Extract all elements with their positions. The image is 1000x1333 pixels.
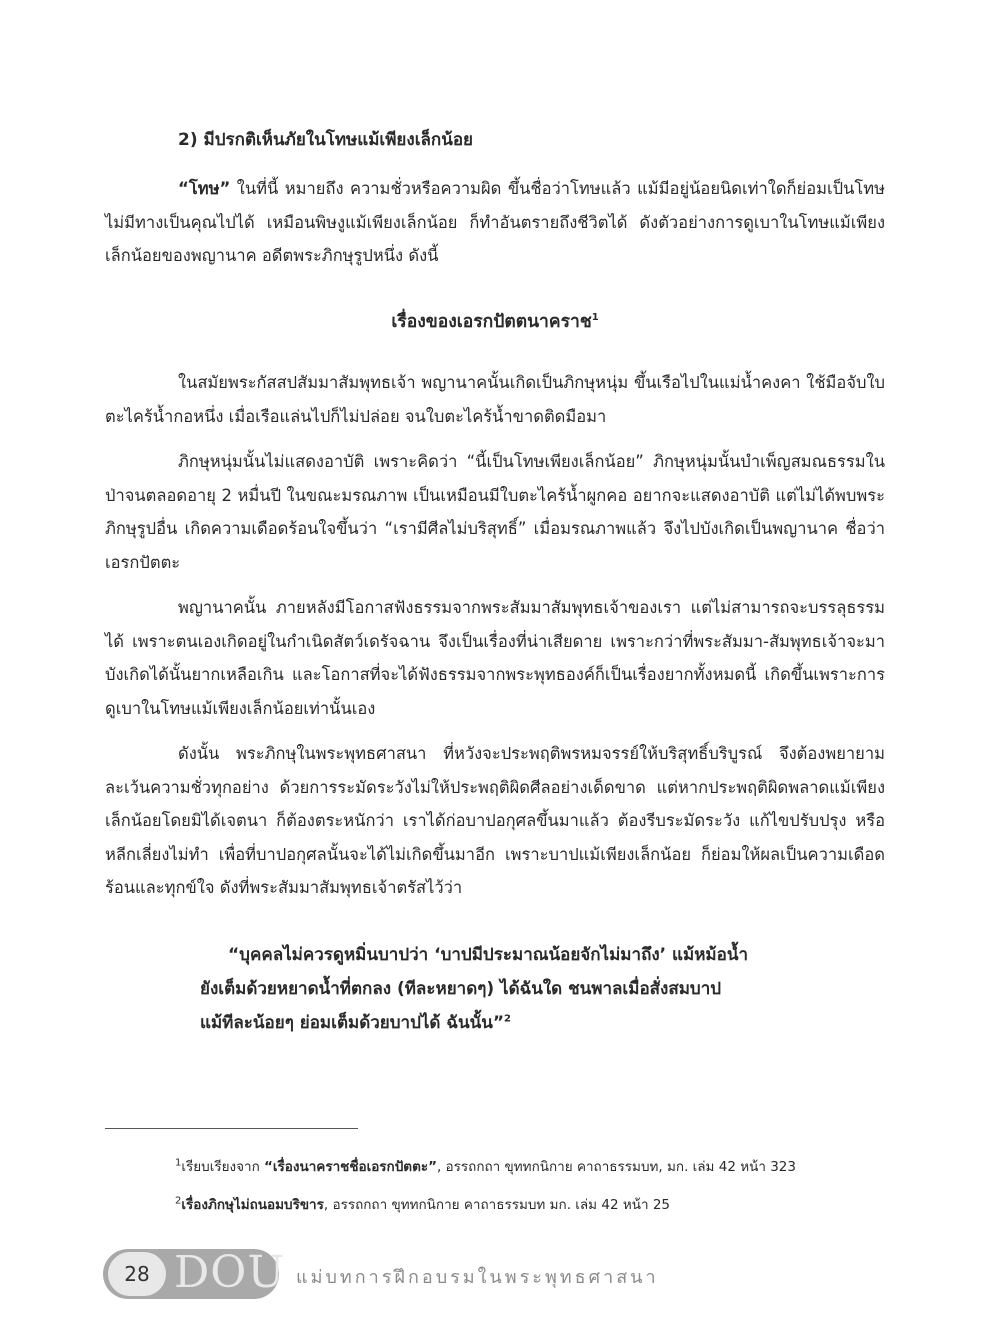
- footnote-2: [175, 1195, 670, 1215]
- footnote-divider: [105, 1128, 358, 1129]
- footnote-1-source: , อรรถกถา ขุททกนิกาย คาถาธรรมบท, มก. เล่ม 42 หน้า 323: [436, 1159, 796, 1175]
- footnote-2-source: , อรรถกถา ขุททกนิกาย คาถาธรรมบท มก. เล่ม 42 หน้า 25: [323, 1197, 671, 1213]
- story-paragraph-1: ในสมัยพระกัสสปสัมมาสัมพุทธเจ้า พญานาคนั้นเกิดเป็นภิกษุหนุ่ม ขึ้นเรือไปในแม่น้ำคงคา ใช้มือจับใบตะไคร้น้ำกอหนึ่ง เมื่อเรือแล่นไปก็ไม่ปล่อย จนใบตะไคร้น้ำขาดติดมือมา: [105, 373, 885, 426]
- quote-footnote-ref: 2: [504, 1013, 511, 1025]
- buddha-quote: [200, 938, 840, 1040]
- section-heading: 2) มีปรกติเห็นภัยในโทษแม้เพียงเล็กน้อย: [178, 130, 474, 150]
- quote-line-3-text: แม้ทีละน้อยๆ ย่อมเต็มด้วยบาปได้ ฉันนั้น”: [200, 1013, 504, 1033]
- footnote-2-title: เรื่องภิกษุไม่ถนอมบริขาร: [181, 1197, 324, 1213]
- story-paragraph-2: ภิกษุหนุ่มนั้นไม่แสดงอาบัติ เพราะคิดว่า “นี้เป็นโทษเพียงเล็กน้อย” ภิกษุหนุ่มนั้นบำเพ็ญสมณธรรมในป่าจนตลอดอายุ 2 หมื่นปี ในขณะมรณภาพ เป็นเหมือนมีใบตะไคร้น้ำผูกคอ อยากจะแสดงอาบัติ แต่ไม่ได้พบพระภิกษุรูปอื่น เกิดความเดือดร้อนใจขึ้นว่า “เรามีศีลไม่บริสุทธิ์” เมื่อมรณภาพแล้ว จึงไปบังเกิดเป็นพญานาค ชื่อว่าเอรกปัตตะ: [105, 452, 885, 572]
- footnote-1-number: 1: [175, 1157, 182, 1169]
- quote-line-1: “บุคคลไม่ควรดูหมิ่นบาปว่า ‘บาปมีประมาณน้อยจักไม่มาถึง’ แม้หม้อน้ำ: [228, 945, 748, 965]
- footnote-2-number: 2: [175, 1195, 182, 1207]
- story-title: [0, 307, 990, 335]
- footnote-1-title: “เรื่องนาคราชชื่อเอรกปัตตะ”: [264, 1159, 437, 1175]
- footnote-1: [175, 1157, 796, 1177]
- intro-term: “โทษ”: [178, 179, 231, 198]
- page-number: 28: [108, 1252, 166, 1296]
- story-title-footnote-ref: 1: [591, 312, 599, 324]
- quote-line-2: ยังเต็มด้วยหยาดน้ำที่ตกลง (ทีละหยาดๆ) ได้ฉันใด ชนพาลเมื่อสั่งสมบาป: [200, 979, 722, 999]
- dou-logo: DOU: [174, 1247, 286, 1298]
- footnote-1-prefix: เรียบเรียงจาก: [181, 1159, 265, 1175]
- intro-text: ในที่นี้ หมายถึง ความชั่วหรือความผิด ขึ้นชื่อว่าโทษแล้ว แม้มีอยู่น้อยนิดเท่าใดก็ย่อมเป็นโทษ ไม่มีทางเป็นคุณไปได้ เหมือนพิษงูแม้เพียงเล็กน้อย ก็ทำอันตรายถึงชีวิตได้ ดังตัวอย่างการดูเบาในโทษแม้เพียงเล็กน้อยของพญานาค อดีตพระภิกษุรูปหนึ่ง ดังนี้: [105, 179, 885, 265]
- intro-paragraph: [105, 172, 885, 273]
- book-title: แม่บทการฝึกอบรมในพระพุทธศาสนา: [296, 1267, 659, 1288]
- story-paragraph-4: ดังนั้น พระภิกษุในพระพุทธศาสนา ที่หวังจะประพฤติพรหมจรรย์ให้บริสุทธิ์บริบูรณ์ จึงต้องพยายามละเว้นความชั่วทุกอย่าง ด้วยการระมัดระวังไม่ให้ประพฤติผิดศีลอย่างเด็ดขาด แต่หากประพฤติผิดพลาดแม้เพียงเล็กน้อยโดยมิได้เจตนา ก็ต้องตระหนักว่า เราได้ก่อบาปอกุศลขึ้นมาแล้ว ต้องรีบระมัดระวัง แก้ไขปรับปรุง หรือหลีกเลี่ยงไม่ทำ เพื่อที่บาปอกุศลนั้นจะได้ไม่เกิดขึ้นมาอีก เพราะบาปแม้เพียงเล็กน้อย ก็ย่อมให้ผลเป็นความเดือดร้อนและทุกข์ใจ ดังที่พระสัมมาสัมพุทธเจ้าตรัสไว้ว่า: [105, 744, 885, 897]
- story-paragraph-3: พญานาคนั้น ภายหลังมีโอกาสฟังธรรมจากพระสัมมาสัมพุทธเจ้าของเรา แต่ไม่สามารถจะบรรลุธรรมได้ เพราะตนเองเกิดอยู่ในกำเนิดสัตว์เดรัจฉาน จึงเป็นเรื่องที่น่าเสียดาย เพราะกว่าที่พระสัมมา-สัมพุทธเจ้าจะมาบังเกิดได้นั้นยากเหลือเกิน และโอกาสที่จะได้ฟังธรรมจากพระพุทธองค์ก็เป็นเรื่องยากทั้งหมดนี้ เกิดขึ้นเพราะการดูเบาในโทษแม้เพียงเล็กน้อยเท่านั้นเอง: [105, 598, 885, 718]
- quote-line-3: [200, 1006, 840, 1040]
- story-title-text: เรื่องของเอรกปัตตนาคราช: [391, 312, 592, 332]
